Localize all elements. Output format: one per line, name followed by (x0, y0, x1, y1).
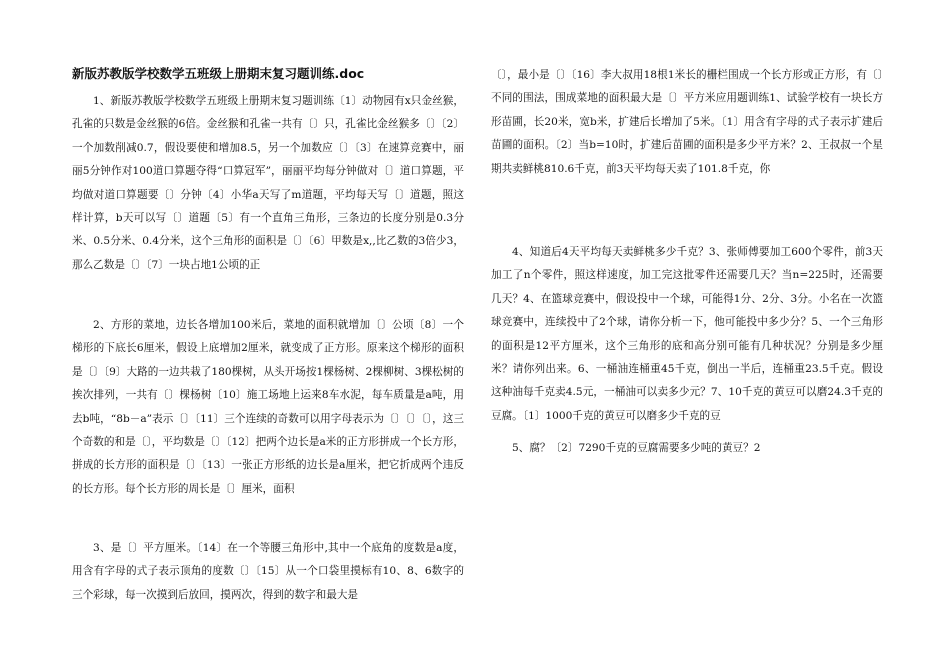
paragraph-2: 2、方形的菜地，边长各增加100米后，菜地的面积就增加〔〕公顷〔8〕一个梯形的下底长6厘米，假设上底增加2厘米，就变成了正方形。原来这个梯形的面积是〔〕〔9〕大路的一边共栽了180棵树，从头开场按1棵杨树、2棵柳树、3棵松树的挨次排列，一共有〔〕棵杨树〔10〕施工场地上运来8车水泥，每车质量是a吨，用去b吨，“8b－a”表示〔〕〔11〕三个连续的奇数可以用字母表示为〔〕〔〕〔〕，这三个奇数的和是〔〕，平均数是〔〕〔12〕把两个边长是a米的正方形拼成一个长方形，拼成的长方形的面积是〔〕〔13〕一张正方形纸的边长是a厘米，把它折成两个违反的长方形。每个长方形的周长是〔〕厘米，面积 (72, 319, 464, 495)
paragraph-4: 4、知道后4天平均每天卖鲜桃多少千克？3、张师傅要加工600个零件，前3天加工了n个零件，照这样速度，加工完这批零件还需要几天？当n=225时，还需要几天？4、在篮球竞赛中，假设投中一个球，可能得1分、2分、3分。小名在一次篮球竞赛中，连续投中了2个球，请你分析一下，他可能投中多少分？5、一个三角形的面积是12平方厘米，这个三角形的底和高分别可能有几种状况？分别是多少厘米？请你列出来。6、一桶油连桶重45千克，倒出一半后，连桶重23.5千克。假设这种油每千克卖4.5元，一桶油可以卖多少元？7、10千克的黄豆可以磨24.3千克的豆腐。〔1〕1000千克的黄豆可以磨多少千克的豆 (491, 246, 883, 422)
document-title: 新版苏教版学校数学五班级上册期末复习题训练.doc (72, 66, 365, 81)
paragraph-5: 5、腐？〔2〕7290千克的豆腐需要多少吨的黄豆？2 (512, 442, 761, 454)
paragraph-3-continued: 〔〕，最小是〔〕〔16〕李大叔用18根1米长的栅栏围成一个长方形或正方形，有〔〕不同的围法，围成菜地的面积最大是〔〕平方米应用题训练1、试验学校有一块长方形苗圃，长20米，宽b米，扩建后长增加了5米。〔1〕用含有字母的式子表示扩建后苗圃的面积。〔2〕当b=10时，扩建后苗圃的面积是多少平方米？2、王叔叔一个星期共卖鲜桃810.6千克，前3天平均每天卖了101.8千克，你 (491, 69, 883, 175)
paragraph-3: 3、是〔〕平方厘米。〔14〕在一个等腰三角形中,其中一个底角的度数是a度，用含有字母的式子表示顶角的度数〔〕〔15〕从一个口袋里摸标有10、8、6数字的三个彩球，每一次摸到后放回，摸两次，得到的数字和最大是 (72, 542, 464, 601)
paragraph-1: 1、新版苏教版学校数学五班级上册期末复习题训练〔1〕动物园有x只金丝猴，孔雀的只数是金丝猴的6倍。金丝猴和孔雀一共有〔〕只，孔雀比金丝猴多〔〕〔2〕一个加数削减0.7，假设要使和增加8.5，另一个加数应〔〕〔3〕在速算竞赛中，丽丽5分钟作对100道口算题夺得“口算冠军”，丽丽平均每分钟做对〔〕道口算题，平均做对道口算题要〔〕分钟〔4〕小华a天写了m道题，平均每天写〔〕道题，照这样计算，b天可以写〔〕道题〔5〕有一个直角三角形，三条边的长度分别是0.3分米、0.5分米、0.4分米，这个三角形的面积是〔〕〔6〕甲数是x,,比乙数的3倍少3，那么乙数是〔〕〔7〕一块占地1公顷的正 (72, 95, 464, 271)
